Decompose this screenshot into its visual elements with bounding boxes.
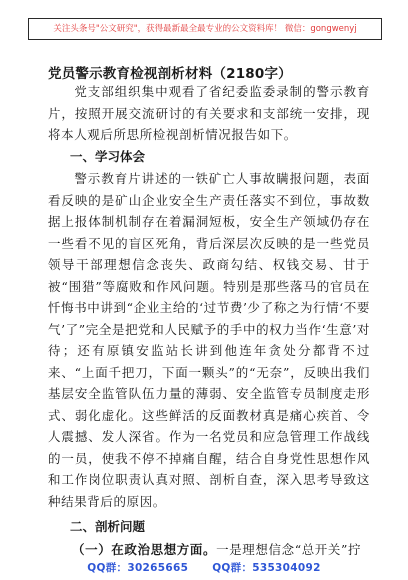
learning-paragraph xyxy=(48,168,370,512)
page-title: 党员警示教育检视剖析材料（2180字） xyxy=(48,66,292,82)
learning-text: 警示教育片讲述的一铁矿亡人事故瞒报问题，表面看反映的是矿山企业安全生产责任落实不到位，事故数据上报体制机制存在着漏洞短板，安全生产领域仍存在一些看不见的盲区死角，背后深层次反映的是一些党员领导干部理想信念丧失、政商勾结、权钱交易、甘于被“围猎”等腐败和作风问题。特别是那些落马的官员在忏悔书中讲到“企业主给的‘过节费’少了称之为行情‘不要气’了”完全是把党和人民赋予的手中的权力当作‘生意’对待；还有原镇安监站长讲到他连年贪处分都背不过来、“上面千把刀，下面一颗头”的“无奈”，反映出我们基层安全监管队伍力量的薄弱、安全监管专员制度走形式、弱化虚化。这些鲜活的反面教材真是痛心疾首、令人震撼、发人深省。作为一名党员和应急管理工作战线的一员，使我不停不掉痛自醒，结合自身党性思想作风和工作岗位职责认真对照、剖析自查，深入思考导致这种结果背后的原因。 xyxy=(48,171,371,509)
footer-qq-groups xyxy=(0,560,408,575)
qq-group-2: QQ群：535304092 xyxy=(212,562,321,574)
section-heading-learning: 一、学习体会 xyxy=(70,149,146,164)
header-banner: 关注头条号"公文研究"，获得最新最全最专业的公文资料库！ 微信：gongwenyj xyxy=(28,18,382,40)
intro-text: 党支部组织集中观看了省纪委监委录制的警示教育片，按照开展交流研讨的有关要求和支部统一安排，现将本人观后所思所检视剖析情况报告如下。 xyxy=(48,84,370,142)
intro-paragraph xyxy=(48,81,370,146)
qq-group-1: QQ群：30265665 xyxy=(87,562,189,574)
analysis-first-line xyxy=(72,540,370,558)
subsection-heading-political: （一）在政治思想方面。 xyxy=(72,542,217,557)
subsection-text: 一是理想信念“总开关”拧 xyxy=(216,542,362,557)
section-heading-analysis: 二、剖析问题 xyxy=(70,519,146,534)
